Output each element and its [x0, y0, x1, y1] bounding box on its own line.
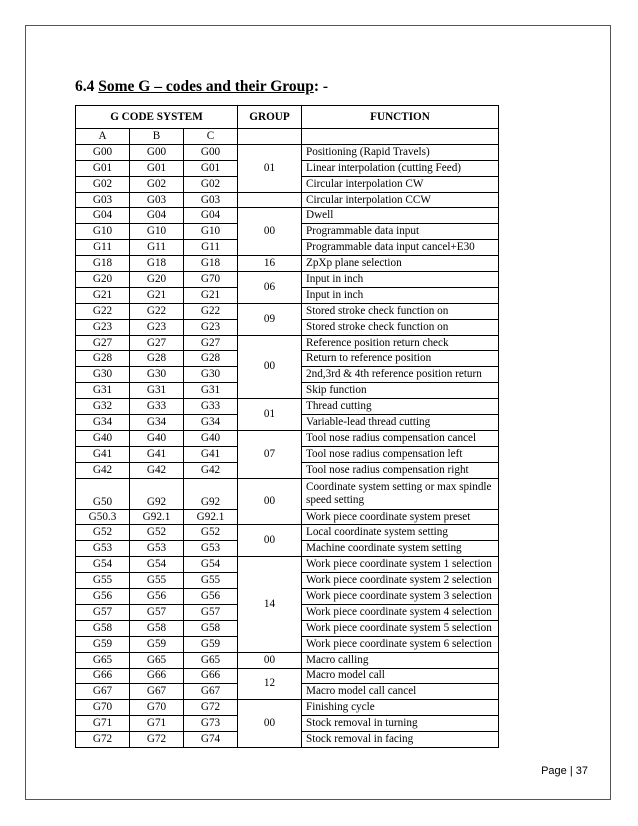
function-cell: Tool nose radius compensation right [302, 462, 499, 478]
group-cell: 00 [238, 700, 302, 748]
table-row [76, 430, 499, 446]
code-a: G50 [76, 478, 130, 509]
code-c: G59 [184, 636, 238, 652]
code-a: G71 [76, 716, 130, 732]
code-c: G31 [184, 383, 238, 399]
code-a: G32 [76, 399, 130, 415]
function-cell: Input in inch [302, 272, 499, 288]
code-b: G31 [130, 383, 184, 399]
table-body [76, 144, 499, 747]
code-c: G00 [184, 144, 238, 160]
code-c: G42 [184, 462, 238, 478]
code-c: G55 [184, 573, 238, 589]
function-cell: Macro model call cancel [302, 684, 499, 700]
function-cell: Tool nose radius compensation left [302, 446, 499, 462]
table-row [76, 208, 499, 224]
code-a: G65 [76, 652, 130, 668]
code-c: G21 [184, 287, 238, 303]
code-a: G22 [76, 303, 130, 319]
table-subheader-row [76, 129, 499, 145]
code-a: G03 [76, 192, 130, 208]
group-cell: 01 [238, 399, 302, 431]
code-a: G58 [76, 620, 130, 636]
code-b: G56 [130, 589, 184, 605]
section-title: Some G – codes and their Group [98, 78, 314, 95]
code-b: G55 [130, 573, 184, 589]
group-cell [238, 192, 302, 208]
code-a: G41 [76, 446, 130, 462]
subheader-a: A [76, 129, 130, 145]
table-row [76, 272, 499, 288]
code-b: G11 [130, 240, 184, 256]
table-row [76, 399, 499, 415]
code-c: G03 [184, 192, 238, 208]
group-cell: 14 [238, 557, 302, 652]
code-c: G58 [184, 620, 238, 636]
code-c: G70 [184, 272, 238, 288]
code-b: G57 [130, 604, 184, 620]
code-b: G41 [130, 446, 184, 462]
header-group: GROUP [238, 106, 302, 129]
code-b: G23 [130, 319, 184, 335]
function-cell: Circular interpolation CW [302, 176, 499, 192]
function-cell: Local coordinate system setting [302, 525, 499, 541]
function-cell: Stock removal in facing [302, 732, 499, 748]
code-a: G34 [76, 415, 130, 431]
code-b: G10 [130, 224, 184, 240]
code-c: G27 [184, 335, 238, 351]
code-b: G20 [130, 272, 184, 288]
function-cell: Programmable data input [302, 224, 499, 240]
function-cell: Positioning (Rapid Travels) [302, 144, 499, 160]
code-b: G52 [130, 525, 184, 541]
function-cell: Stored stroke check function on [302, 319, 499, 335]
function-cell: ZpXp plane selection [302, 256, 499, 272]
function-cell: 2nd,3rd & 4th reference position return [302, 367, 499, 383]
group-cell: 06 [238, 272, 302, 304]
function-cell: Work piece coordinate system 6 selection [302, 636, 499, 652]
code-a: G04 [76, 208, 130, 224]
code-c: G72 [184, 700, 238, 716]
table-row [76, 557, 499, 573]
table-row [76, 144, 499, 160]
code-b: G42 [130, 462, 184, 478]
section-suffix: : - [313, 78, 329, 95]
code-b: G03 [130, 192, 184, 208]
function-cell: Return to reference position [302, 351, 499, 367]
code-c: G54 [184, 557, 238, 573]
code-b: G58 [130, 620, 184, 636]
code-b: G71 [130, 716, 184, 732]
function-cell: Work piece coordinate system 5 selection [302, 620, 499, 636]
code-b: G18 [130, 256, 184, 272]
function-cell: Work piece coordinate system 2 selection [302, 573, 499, 589]
code-a: G53 [76, 541, 130, 557]
code-a: G56 [76, 589, 130, 605]
code-b: G66 [130, 668, 184, 684]
code-a: G70 [76, 700, 130, 716]
section-number: 6.4 [75, 78, 99, 95]
function-cell: Work piece coordinate system preset [302, 509, 499, 525]
function-cell: Skip function [302, 383, 499, 399]
section-heading [75, 78, 328, 96]
code-a: G40 [76, 430, 130, 446]
gcode-table [75, 105, 499, 748]
group-cell: 00 [238, 478, 302, 525]
group-cell: 00 [238, 525, 302, 557]
code-c: G92 [184, 478, 238, 509]
group-cell: 00 [238, 652, 302, 668]
code-c: G01 [184, 160, 238, 176]
code-b: G04 [130, 208, 184, 224]
table-row [76, 478, 499, 509]
code-a: G11 [76, 240, 130, 256]
code-b: G65 [130, 652, 184, 668]
code-c: G92.1 [184, 509, 238, 525]
group-cell: 00 [238, 208, 302, 256]
code-a: G31 [76, 383, 130, 399]
code-c: G66 [184, 668, 238, 684]
function-cell: Macro model call [302, 668, 499, 684]
table-row [76, 525, 499, 541]
code-c: G56 [184, 589, 238, 605]
code-a: G02 [76, 176, 130, 192]
code-b: G02 [130, 176, 184, 192]
code-b: G70 [130, 700, 184, 716]
code-b: G54 [130, 557, 184, 573]
code-a: G50.3 [76, 509, 130, 525]
code-b: G92 [130, 478, 184, 509]
function-cell: Reference position return check [302, 335, 499, 351]
code-c: G74 [184, 732, 238, 748]
code-b: G00 [130, 144, 184, 160]
code-a: G52 [76, 525, 130, 541]
code-b: G92.1 [130, 509, 184, 525]
code-a: G55 [76, 573, 130, 589]
function-cell: Dwell [302, 208, 499, 224]
code-c: G18 [184, 256, 238, 272]
function-cell: Work piece coordinate system 1 selection [302, 557, 499, 573]
page-number: Page | 37 [541, 765, 588, 777]
table-row [76, 256, 499, 272]
code-c: G40 [184, 430, 238, 446]
code-b: G67 [130, 684, 184, 700]
group-cell: 07 [238, 430, 302, 478]
subheader-function-empty [302, 129, 499, 145]
table-header-row [76, 106, 499, 129]
function-cell: Linear interpolation (cutting Feed) [302, 160, 499, 176]
code-c: G10 [184, 224, 238, 240]
subheader-c: C [184, 129, 238, 145]
function-cell: Circular interpolation CCW [302, 192, 499, 208]
code-b: G34 [130, 415, 184, 431]
code-c: G33 [184, 399, 238, 415]
code-c: G73 [184, 716, 238, 732]
function-cell: Work piece coordinate system 4 selection [302, 604, 499, 620]
function-cell: Thread cutting [302, 399, 499, 415]
header-function: FUNCTION [302, 106, 499, 129]
code-a: G59 [76, 636, 130, 652]
code-c: G23 [184, 319, 238, 335]
code-b: G01 [130, 160, 184, 176]
code-c: G28 [184, 351, 238, 367]
code-c: G65 [184, 652, 238, 668]
code-a: G10 [76, 224, 130, 240]
function-cell: Macro calling [302, 652, 499, 668]
group-cell: 09 [238, 303, 302, 335]
subheader-b: B [130, 129, 184, 145]
code-b: G40 [130, 430, 184, 446]
code-a: G01 [76, 160, 130, 176]
function-cell: Work piece coordinate system 3 selection [302, 589, 499, 605]
code-a: G66 [76, 668, 130, 684]
code-b: G53 [130, 541, 184, 557]
function-cell: Coordinate system setting or max spindle speed setting [302, 478, 499, 509]
function-cell: Stored stroke check function on [302, 303, 499, 319]
group-cell: 12 [238, 668, 302, 700]
code-a: G21 [76, 287, 130, 303]
code-c: G41 [184, 446, 238, 462]
code-b: G22 [130, 303, 184, 319]
function-cell: Finishing cycle [302, 700, 499, 716]
code-c: G11 [184, 240, 238, 256]
table-row [76, 192, 499, 208]
group-cell: 00 [238, 335, 302, 399]
table-row [76, 652, 499, 668]
table-row [76, 700, 499, 716]
code-b: G30 [130, 367, 184, 383]
code-b: G33 [130, 399, 184, 415]
code-c: G04 [184, 208, 238, 224]
table-row [76, 668, 499, 684]
code-c: G30 [184, 367, 238, 383]
subheader-group-empty [238, 129, 302, 145]
function-cell: Machine coordinate system setting [302, 541, 499, 557]
code-a: G57 [76, 604, 130, 620]
function-cell: Programmable data input cancel+E30 [302, 240, 499, 256]
code-b: G72 [130, 732, 184, 748]
header-gcode-system: G CODE SYSTEM [76, 106, 238, 129]
code-a: G23 [76, 319, 130, 335]
code-a: G30 [76, 367, 130, 383]
code-c: G67 [184, 684, 238, 700]
table-row [76, 303, 499, 319]
code-a: G72 [76, 732, 130, 748]
code-a: G54 [76, 557, 130, 573]
group-cell: 16 [238, 256, 302, 272]
code-c: G53 [184, 541, 238, 557]
code-b: G59 [130, 636, 184, 652]
table-row [76, 335, 499, 351]
code-a: G28 [76, 351, 130, 367]
code-c: G22 [184, 303, 238, 319]
code-c: G34 [184, 415, 238, 431]
code-b: G21 [130, 287, 184, 303]
code-c: G02 [184, 176, 238, 192]
code-a: G67 [76, 684, 130, 700]
code-a: G42 [76, 462, 130, 478]
code-a: G27 [76, 335, 130, 351]
function-cell: Tool nose radius compensation cancel [302, 430, 499, 446]
code-a: G20 [76, 272, 130, 288]
code-c: G57 [184, 604, 238, 620]
function-cell: Variable-lead thread cutting [302, 415, 499, 431]
code-b: G28 [130, 351, 184, 367]
function-cell: Stock removal in turning [302, 716, 499, 732]
function-cell: Input in inch [302, 287, 499, 303]
code-b: G27 [130, 335, 184, 351]
group-cell: 01 [238, 144, 302, 192]
code-c: G52 [184, 525, 238, 541]
code-a: G18 [76, 256, 130, 272]
code-a: G00 [76, 144, 130, 160]
